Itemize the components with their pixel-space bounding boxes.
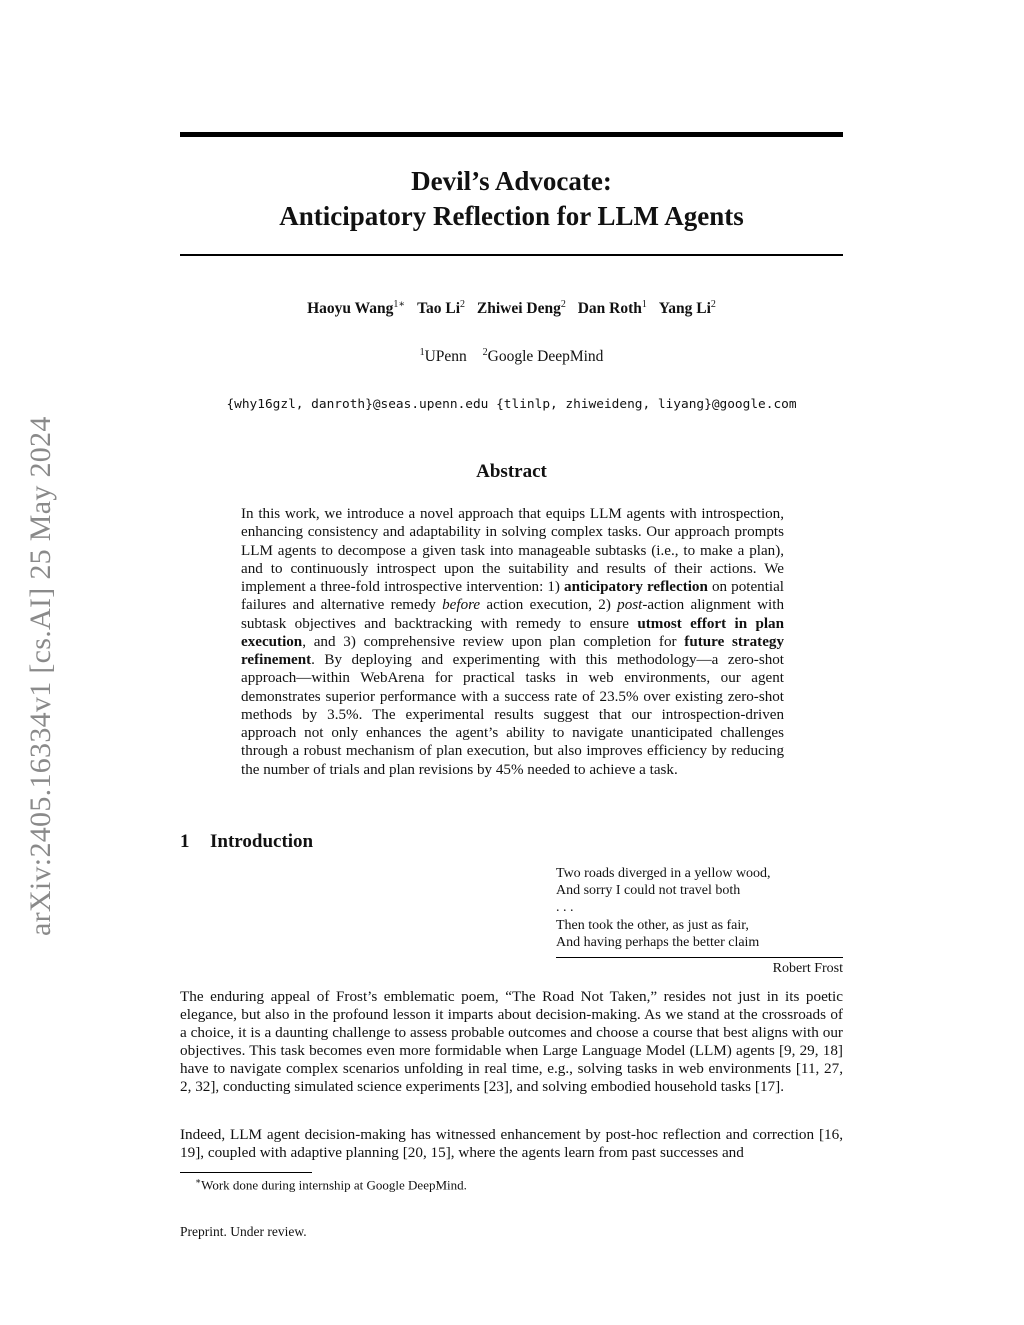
author	[417, 300, 465, 317]
affiliation-name: UPenn	[424, 348, 467, 366]
author-name: Dan Roth	[577, 300, 642, 318]
author	[659, 300, 716, 317]
abstract-italic-term: before	[442, 597, 481, 614]
author-affiliation-mark: 2	[710, 299, 716, 310]
affiliations	[180, 347, 843, 366]
epigraph	[556, 865, 843, 951]
affiliation-name: Google DeepMind	[487, 348, 604, 366]
section-number: 1	[180, 831, 190, 852]
abstract-body	[241, 505, 784, 779]
abstract-text: In this work, we introduce a novel approach that equips LLM agents with introspection, enhancing consistency and adaptability in solving complex tasks. Our approach prompts LLM agents to decompose a given task into manageable subtasks (i.e., to make a plan), and to continuously introspect upon the suitability and results of their actions. We implement a three-fold introspective intervention: 1)	[241, 506, 784, 595]
author-affiliation-mark: 2	[460, 299, 465, 310]
title-line-1: Devil’s Advocate:	[411, 166, 612, 196]
epigraph-rule	[556, 957, 843, 958]
epigraph-line: And having perhaps the better claim	[556, 934, 760, 950]
abstract-text: action execution, 2)	[480, 597, 618, 614]
epigraph-line: Two roads diverged in a yellow wood,	[556, 866, 771, 881]
author-affiliation-mark: 2	[560, 299, 566, 310]
affiliation	[420, 348, 467, 365]
abstract-italic-term: post	[617, 597, 643, 614]
abstract-bold-term: utmost effort in plan execution	[241, 615, 784, 650]
author-name: Haoyu Wang	[307, 300, 394, 318]
affiliation	[483, 348, 604, 365]
abstract-bold-term: anticipatory reflection	[564, 579, 708, 595]
section-heading-introduction	[180, 831, 313, 853]
author-list	[180, 299, 843, 318]
author-emails: {why16gzl, danroth}@seas.upenn.edu {tlinlp, zhiweideng, liyang}@google.com	[226, 397, 797, 412]
epigraph-attribution: Robert Frost	[772, 961, 843, 976]
abstract-text: . By deploying and experimenting with this methodology—a zero-shot approach—within WebArena for practical tasks in web environments, our agent demonstrates superior performance with a success rate of 23.5% over existing zero-shot methods by 3.5%. The experimental results suggest that our introspection-driven approach not only enhances the agent’s ability to navigate unanticipated challenges through a robust mechanism of plan execution, but also improves efficiency by reducing the number of trials and plan revisions by 45% needed to achieve a task.	[241, 652, 784, 778]
title-line-2: Anticipatory Reflection for LLM Agents	[279, 201, 744, 231]
abstract-bold-term: future strategy refinement	[241, 633, 784, 668]
abstract-text: on potential failures and alternative remedy	[241, 579, 784, 614]
author	[477, 300, 566, 317]
footnote	[195, 1176, 467, 1193]
footnote-mark: ∗	[195, 1176, 202, 1186]
author-name: Tao Li	[417, 300, 460, 318]
title-bottom-rule	[180, 254, 843, 256]
epigraph-line: And sorry I could not travel both	[556, 883, 741, 899]
author-name: Yang Li	[658, 300, 711, 318]
affiliation-mark: 2	[482, 347, 488, 358]
arxiv-identifier-stamp: arXiv:2405.16334v1 [cs.AI] 25 May 2024	[24, 416, 57, 936]
section-title: Introduction	[210, 831, 314, 852]
intro-paragraph-2: Indeed, LLM agent decision-making has witnessed enhancement by post-hoc reflection and correction [16, 19], coupled with adaptive planning [20, 15], where the agents learn from past successes and	[180, 1126, 843, 1162]
epigraph-line: . . .	[556, 900, 574, 916]
author-name: Zhiwei Deng	[476, 300, 561, 318]
footnote-text: Work done during internship at Google DeepMind.	[201, 1177, 467, 1193]
abstract-text: , and 3) comprehensive review upon plan completion for	[302, 633, 685, 650]
author	[307, 300, 405, 317]
intro-paragraph-1: The enduring appeal of Frost’s emblematic poem, “The Road Not Taken,” resides not just in its poetic elegance, but also in the profound lesson it imparts about decision-making. As we stand at the crossroads of a choice, it is a daunting challenge to assess probable outcomes and choose a course that best aligns with our objectives. This task becomes even more formidable when Large Language Model (LLM) agents [9, 29, 18] have to navigate complex scenarios unfolding in real time, e.g., solving tasks in web environments [11, 27, 2, 32], conducting simulated science experiments [23], and solving embodied household tasks [17].	[180, 988, 843, 1096]
author-affiliation-mark: 1	[641, 299, 647, 310]
affiliation-mark: 1	[419, 347, 425, 358]
abstract-heading: Abstract	[476, 461, 547, 482]
paper-title	[180, 164, 843, 234]
title-top-rule	[180, 132, 843, 137]
author	[578, 300, 647, 317]
author-affiliation-mark: 1∗	[393, 299, 406, 310]
footnote-rule	[180, 1172, 312, 1173]
epigraph-line: Then took the other, as just as fair,	[556, 917, 749, 933]
preprint-note: Preprint. Under review.	[180, 1224, 307, 1239]
abstract-text: -action alignment with subtask objectives and backtracking with remedy to ensure	[241, 597, 784, 632]
